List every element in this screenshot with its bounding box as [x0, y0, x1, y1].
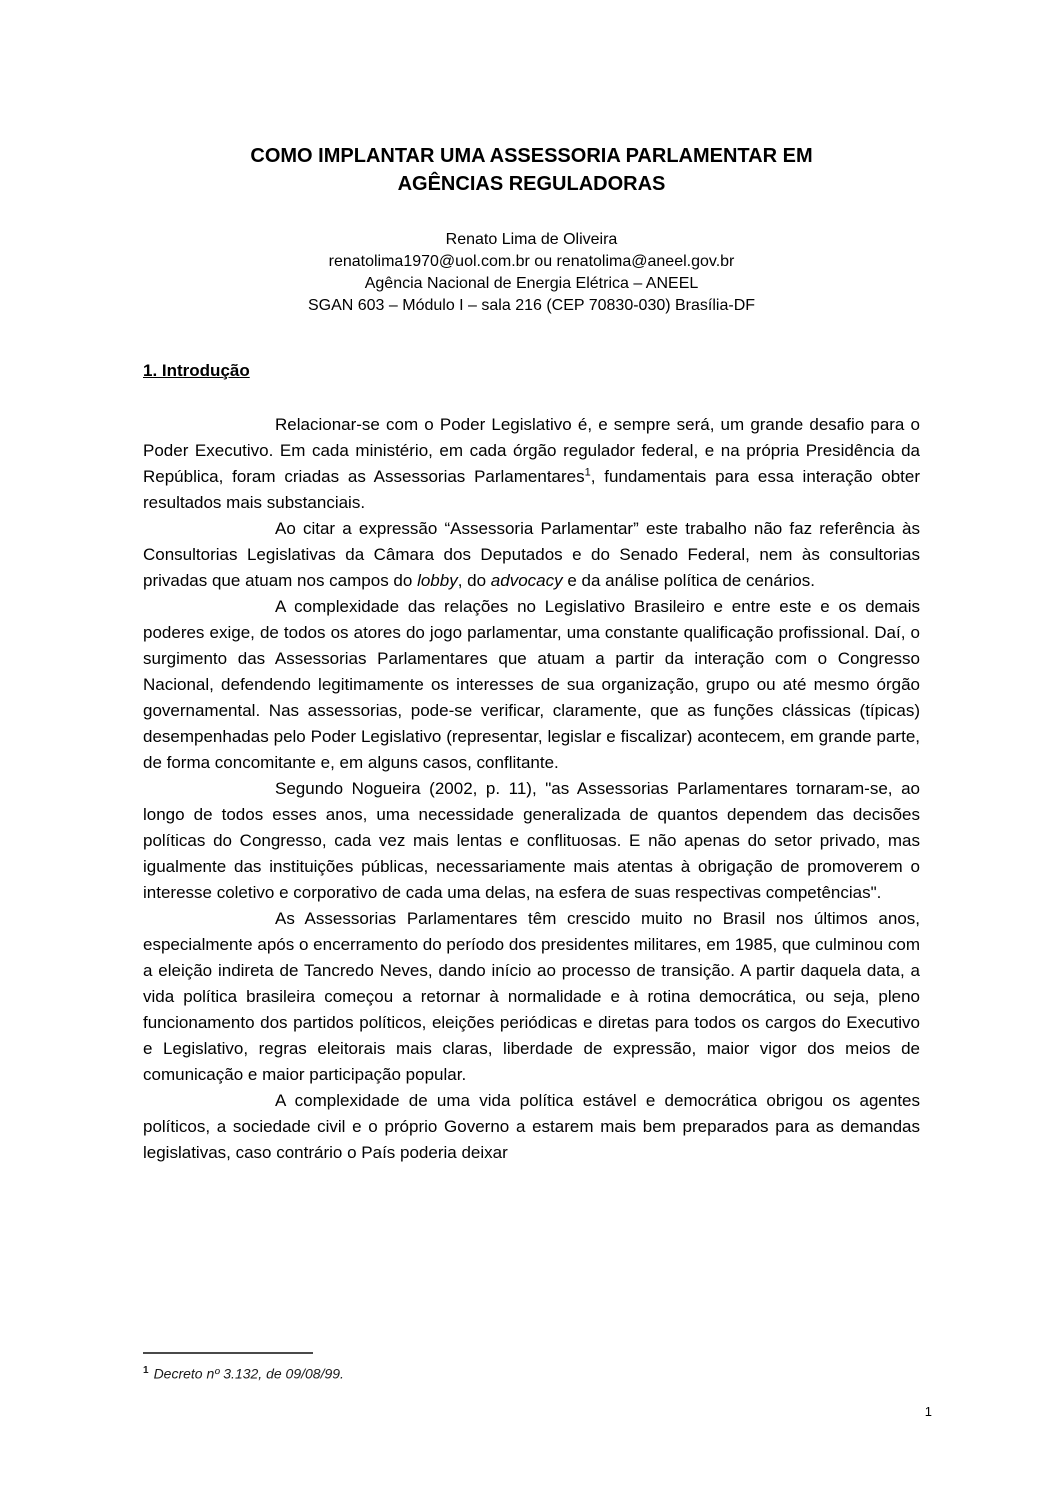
footnote-1: [143, 1362, 923, 1383]
document-title-line-1: COMO IMPLANTAR UMA ASSESSORIA PARLAMENTAR EM: [250, 145, 813, 167]
paragraph-2-italic-lobby: lobby: [417, 571, 458, 590]
document-title-line-2: AGÊNCIAS REGULADORAS: [397, 173, 666, 195]
paragraph-2-text-end: e da análise política de cenários.: [562, 571, 815, 590]
paragraph-5: As Assessorias Parlamentares têm crescido muito no Brasil nos últimos anos, especialmente após o encerramento do período dos presidentes militares, em 1985, que culminou com a eleição indireta de Tancredo Neves, dando início ao processo de transição. A partir daquela data, a vida política brasileira começou a retornar à normalidade e à rotina democrática, ou seja, pleno funcionamento dos partidos políticos, eleições periódicas e diretas para todos os cargos do Executivo e Legislativo, regras eleitorais mais claras, liberdade de expressão, maior vigor dos meios de comunicação e maior participação popular.: [143, 909, 920, 1084]
paragraph-2-italic-advocacy: advocacy: [490, 571, 563, 590]
author-address: SGAN 603 – Módulo I – sala 216 (CEP 70830-030) Brasília-DF: [307, 297, 756, 314]
author-name: Renato Lima de Oliveira: [445, 231, 618, 248]
footnote-1-text: Decreto nº 3.132, de 09/08/99.: [153, 1365, 344, 1382]
footnote-1-number: 1: [143, 1365, 149, 1376]
author-affiliation: Agência Nacional de Energia Elétrica – ANEEL: [364, 275, 699, 292]
paragraph-2-text: Ao citar a expressão “Assessoria Parlamentar” este trabalho não faz referência às Consultorias Legislativas da Câmara dos Deputados e do Senado Federal, nem às consultorias privadas que atuam nos campos do: [143, 519, 920, 590]
paragraph-1-text: Relacionar-se com o Poder Legislativo é, e sempre será, um grande desafio para o Poder Executivo. Em cada ministério, em cada órgão regulador federal, e na própria Presidência da República, foram criadas as Assessorias Parlamentares: [143, 415, 920, 486]
paragraph-1-text-continued: , fundamentais para essa interação obter resultados mais substanciais.: [143, 467, 920, 512]
author-block: [143, 229, 920, 317]
paragraph-1: [143, 412, 920, 516]
section-heading-introducao: 1. Introdução: [143, 361, 250, 380]
page-number: 1: [924, 1404, 932, 1419]
author-email: renatolima1970@uol.com.br ou renatolima@aneel.gov.br: [328, 253, 735, 270]
paragraph-2-text-mid: , do: [457, 571, 491, 590]
body-text: [143, 412, 920, 1166]
document-title: [143, 142, 920, 198]
paragraph-4: Segundo Nogueira (2002, p. 11), "as Assessorias Parlamentares tornaram-se, ao longo de todos esses anos, uma necessidade generalizada de quantos dependem das decisões políticas do Congresso, cada vez mais lentas e conflituosas. E não apenas do setor privado, mas igualmente das instituições públicas, necessariamente mais atentas à obrigação de promoverem o interesse coletivo e corporativo de cada uma delas, na esfera de suas respectivas competências".: [143, 779, 920, 902]
footnote-reference-1: 1: [584, 466, 591, 479]
paragraph-6: A complexidade de uma vida política estável e democrática obrigou os agentes políticos, a sociedade civil e o próprio Governo a estarem mais bem preparados para as demandas legislativas, caso contrário o País poderia deixar: [143, 1091, 920, 1162]
paragraph-3: A complexidade das relações no Legislativo Brasileiro e entre este e os demais poderes exige, de todos os atores do jogo parlamentar, uma constante qualificação profissional. Daí, o surgimento das Assessorias Parlamentares que atuam a partir da interação com o Congresso Nacional, defendendo legitimamente os interesses de sua organização, grupo ou até mesmo órgão governamental. Nas assessorias, pode-se verificar, claramente, que as funções clássicas (típicas) desempenhadas pelo Poder Legislativo (representar, legislar e fiscalizar) acontecem, em grande parte, de forma concomitante e, em alguns casos, conflitante.: [143, 597, 920, 772]
footnote-area: [143, 1352, 923, 1383]
footnote-separator-rule: [143, 1352, 313, 1354]
paragraph-2: [143, 516, 920, 594]
